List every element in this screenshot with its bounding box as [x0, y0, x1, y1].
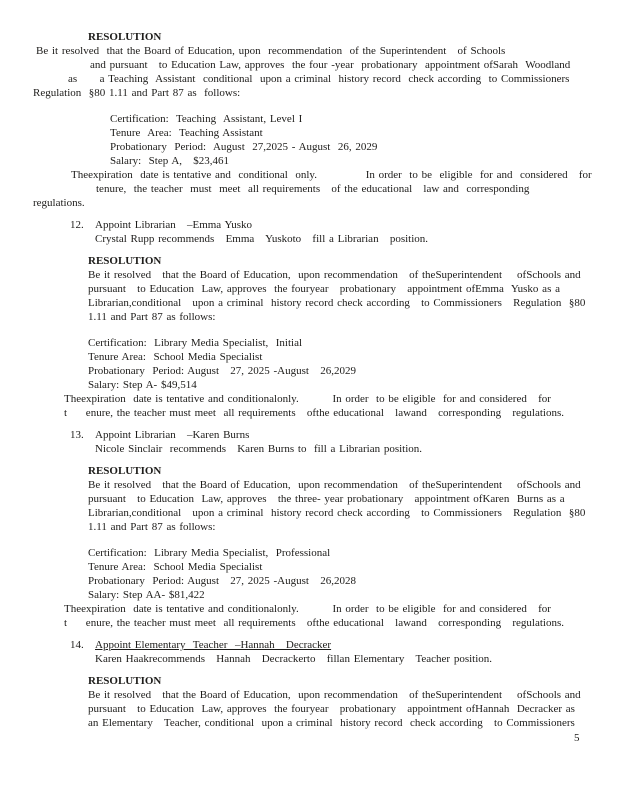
appointment-detail-line: Tenure Area: School Media Specialist	[88, 561, 263, 573]
list-item-number: 12.	[70, 219, 84, 231]
appointment-detail-line: Salary: Step AA- $81,422	[88, 589, 205, 601]
expiration-note-line: t enure, the teacher must meet all requirements ofthe educational lawand corresponding regulations.	[64, 617, 564, 629]
appointment-detail-line: Certification: Teaching Assistant, Level I	[110, 113, 303, 125]
list-item-title: Appoint Librarian –Emma Yusko	[95, 219, 253, 231]
appointment-detail-line: Probationary Period: August 27, 2025 -August 26,2028	[88, 575, 356, 587]
resolution-heading: RESOLUTION	[88, 31, 162, 43]
resolution-heading: RESOLUTION	[88, 465, 162, 477]
list-item-heading	[70, 638, 618, 652]
list-item-heading	[70, 428, 618, 442]
resolution-body-line: Be it resolved that the Board of Education, upon recommendation of theSuperintendent ofSchools and	[88, 479, 581, 491]
expiration-note-line: Theexpiration date is tentative and conditionalonly. In order to be eligible for and considered for	[64, 393, 551, 405]
list-item-12	[0, 218, 618, 420]
recommendation-line: Nicole Sinclair recommends Karen Burns to fill a Librarian position.	[95, 443, 423, 455]
resolution-heading: RESOLUTION	[88, 255, 162, 267]
resolution-body-line: Librarian,conditional upon a criminal history record check according to Commissioners Regulation §80	[88, 507, 586, 519]
appointment-detail-line: Probationary Period: August 27, 2025 -August 26,2029	[88, 365, 356, 377]
list-item-heading	[70, 218, 618, 232]
list-item-title: Appoint Librarian –Karen Burns	[95, 429, 250, 441]
expiration-note-line: Theexpiration date is tentative and conditional only. In order to be eligible for and considered for	[71, 169, 592, 181]
expiration-note-line: Theexpiration date is tentative and conditionalonly. In order to be eligible for and considered for	[64, 603, 551, 615]
appointment-detail-line: Certification: Library Media Specialist, Professional	[88, 547, 331, 559]
resolution-body-line: Librarian,conditional upon a criminal history record check according to Commissioners Regulation §80	[88, 297, 586, 309]
page-number: 5	[574, 732, 580, 744]
resolution-body-line: as a Teaching Assistant conditional upon a criminal history record check according to Commissioners	[68, 73, 570, 85]
appointment-detail-line: Tenure Area: School Media Specialist	[88, 351, 263, 363]
resolution-body-line: 1.11 and Part 87 as follows:	[88, 521, 216, 533]
resolution-body-line: Be it resolved that the Board of Education, upon recommendation of theSuperintendent ofSchools and	[88, 689, 581, 701]
resolution-section-top	[0, 30, 618, 210]
appointment-detail-line: Salary: Step A- $49,514	[88, 379, 197, 391]
list-item-number: 14.	[70, 639, 84, 651]
expiration-note-line: t enure, the teacher must meet all requirements ofthe educational lawand corresponding regulations.	[64, 407, 564, 419]
resolution-body-line: 1.11 and Part 87 as follows:	[88, 311, 216, 323]
appointment-detail-line: Certification: Library Media Specialist, Initial	[88, 337, 303, 349]
appointment-detail-line: Tenure Area: Teaching Assistant	[110, 127, 263, 139]
resolution-body-line: Be it resolved that the Board of Education, upon recommendation of theSuperintendent ofSchools and	[88, 269, 581, 281]
resolution-heading: RESOLUTION	[88, 675, 162, 687]
recommendation-line: Crystal Rupp recommends Emma Yuskoto fill a Librarian position.	[95, 233, 429, 245]
list-item-title: Appoint Elementary Teacher –Hannah Decracker	[95, 639, 332, 651]
resolution-body-line: Be it resolved that the Board of Education, upon recommendation of the Superintendent of Schools	[36, 45, 506, 57]
list-item-number: 13.	[70, 429, 84, 441]
resolution-body-line: pursuant to Education Law, approves the fouryear probationary appointment ofEmma Yusko as a	[88, 283, 560, 295]
list-item-13	[0, 428, 618, 630]
resolution-body-line: pursuant to Education Law, approves the fouryear probationary appointment ofHannah Decracker as	[88, 703, 575, 715]
appointment-detail-line: Probationary Period: August 27,2025 - August 26, 2029	[110, 141, 378, 153]
resolution-body-line: and pursuant to Education Law, approves the four -year probationary appointment ofSarah Woodland	[90, 59, 571, 71]
appointment-detail-line: Salary: Step A, $23,461	[110, 155, 230, 167]
expiration-note-line: regulations.	[33, 197, 85, 209]
recommendation-line: Karen Haakrecommends Hannah Decrackerto fillan Elementary Teacher position.	[95, 653, 493, 665]
list-item-14	[0, 638, 618, 730]
resolution-body-line: Regulation §80 1.11 and Part 87 as follows:	[33, 87, 241, 99]
resolution-body-line: pursuant to Education Law, approves the three- year probationary appointment ofKaren Burns as a	[88, 493, 565, 505]
expiration-note-line: tenure, the teacher must meet all requirements of the educational law and corresponding	[96, 183, 530, 195]
resolution-body-line: an Elementary Teacher, conditional upon a criminal history record check according to Commissioners	[88, 717, 575, 729]
